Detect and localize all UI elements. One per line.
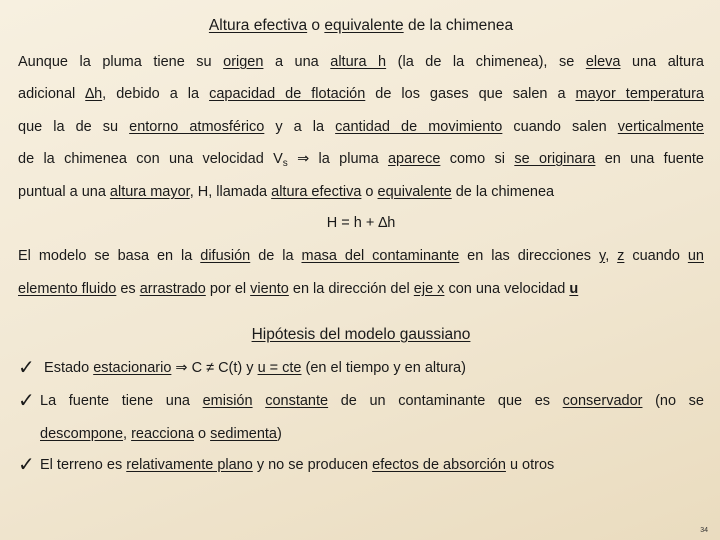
page-number: 34 xyxy=(700,527,708,534)
paragraph1-line1: Aunque la pluma tiene su origen a una altura h (la de la chimenea), se eleva una altura xyxy=(18,54,704,70)
paragraph2-line2: elemento fluido es arrastrado por el viento en la dirección del eje x con una velocidad u xyxy=(18,281,579,297)
checkmark-icon: ✓ xyxy=(18,357,35,379)
paragraph1-line2: adicional ∆h, debido a la capacidad de flotación de los gases que salen a mayor temperatura xyxy=(18,86,704,102)
hypothesis-2: ✓ La fuente tiene una emisión constante de un contaminante que es conservador (no se xyxy=(18,390,704,412)
title-text: de la chimenea xyxy=(403,17,514,34)
title-term-altura-efectiva: Altura efectiva xyxy=(208,17,308,34)
title-text: o xyxy=(307,17,325,34)
paragraph1-line5: puntual a una altura mayor, H, llamada altura efectiva o equivalente de la chimenea xyxy=(18,184,555,200)
section-subtitle: Hipótesis del modelo gaussiano xyxy=(251,326,471,343)
paragraph2-line1: El modelo se basa en la difusión de la masa del contaminante en las direcciones y, z cuando un xyxy=(18,248,704,264)
paragraph1-line3: que la de su entorno atmosférico y a la cantidad de movimiento cuando salen verticalmente xyxy=(18,119,704,135)
formula-effective-height: H = h + ∆h xyxy=(326,215,396,231)
title-term-equivalente: equivalente xyxy=(324,17,404,34)
slide-title xyxy=(18,16,704,36)
checkmark-icon: ✓ xyxy=(18,390,35,412)
paragraph1-line4: de la chimenea con una velocidad $V_s$ ⇒ la pluma aparece como si se originara en una fuente xyxy=(18,151,704,169)
hypothesis-1: ✓ Estado estacionario ⇒ C ≠ C(t) y u = cte (en el tiempo y en altura) xyxy=(18,357,466,379)
hypothesis-2-continuation: descompone, reacciona o sedimenta) xyxy=(40,426,282,442)
hypothesis-3: ✓ El terreno es relativamente plano y no se producen efectos de absorción u otros xyxy=(18,454,555,476)
checkmark-icon: ✓ xyxy=(18,454,35,476)
